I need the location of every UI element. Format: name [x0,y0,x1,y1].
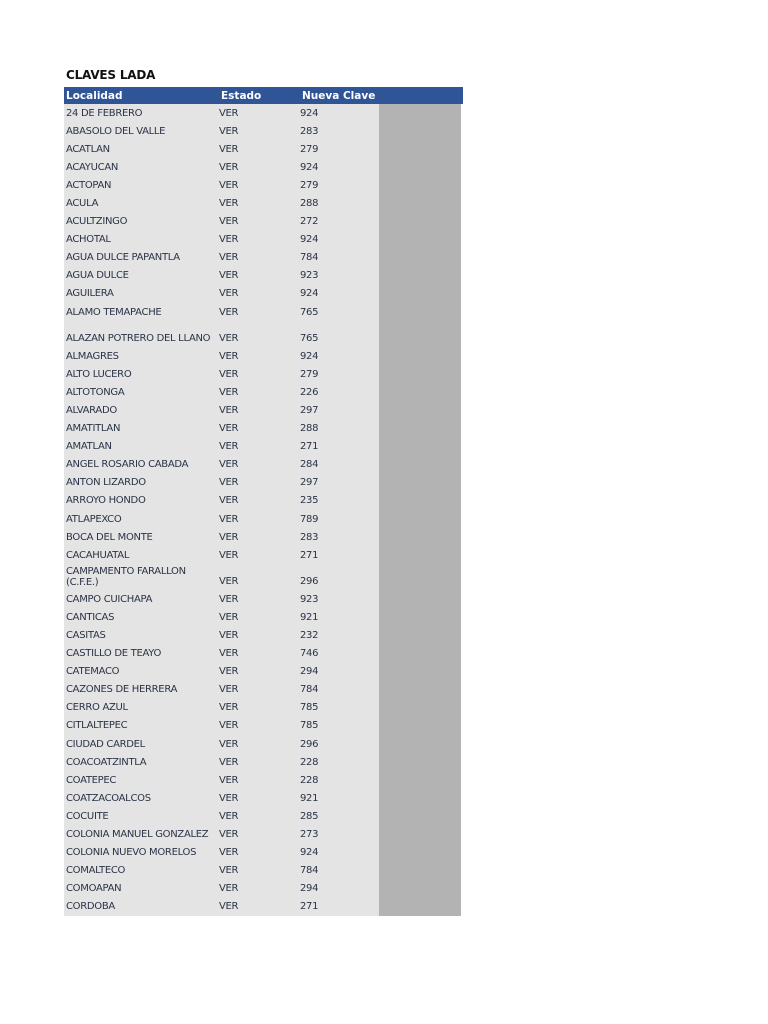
cell-nueva-clave: 279 [300,365,379,383]
cell-localidad: AMATITLAN [64,420,219,438]
cell-nueva-clave: 923 [300,590,379,608]
cell-estado: VER [219,528,300,546]
table-row [64,492,463,510]
empty-gray-cell [379,194,461,212]
cell-estado: VER [219,321,300,347]
table-row [64,194,463,212]
table-row [64,104,463,122]
table-row [64,699,463,717]
empty-gray-cell [379,140,461,158]
cell-estado: VER [219,626,300,644]
cell-nueva-clave: 285 [300,807,379,825]
table-row [64,510,463,528]
table-row [64,528,463,546]
cell-estado: VER [219,753,300,771]
empty-gray-cell [379,546,461,564]
cell-estado: VER [219,285,300,303]
cell-localidad: COACOATZINTLA [64,753,219,771]
cell-estado: VER [219,844,300,862]
cell-estado: VER [219,249,300,267]
cell-localidad: CIUDAD CARDEL [64,735,219,753]
empty-gray-cell [379,663,461,681]
cell-nueva-clave: 785 [300,717,379,735]
cell-estado: VER [219,825,300,843]
table-row [64,771,463,789]
empty-gray-cell [379,681,461,699]
cell-localidad: CAMPAMENTO FARALLON (C.F.E.) [64,564,219,590]
cell-nueva-clave: 924 [300,104,379,122]
table-row [64,267,463,285]
cell-nueva-clave: 784 [300,862,379,880]
cell-estado: VER [219,807,300,825]
empty-gray-cell [379,456,461,474]
table-row [64,753,463,771]
cell-localidad: CAMPO CUICHAPA [64,590,219,608]
cell-nueva-clave: 924 [300,844,379,862]
cell-nueva-clave: 294 [300,880,379,898]
table-row [64,807,463,825]
table-row [64,321,463,347]
cell-estado: VER [219,510,300,528]
cell-estado: VER [219,564,300,590]
cell-nueva-clave: 284 [300,456,379,474]
cell-nueva-clave: 271 [300,546,379,564]
cell-localidad: AGUA DULCE [64,267,219,285]
cell-nueva-clave: 924 [300,231,379,249]
table-row [64,456,463,474]
empty-gray-cell [379,626,461,644]
cell-nueva-clave: 228 [300,771,379,789]
cell-nueva-clave: 294 [300,663,379,681]
cell-nueva-clave: 784 [300,249,379,267]
cell-nueva-clave: 924 [300,158,379,176]
cell-nueva-clave: 765 [300,321,379,347]
cell-localidad: CACAHUATAL [64,546,219,564]
empty-gray-cell [379,249,461,267]
cell-localidad: ALAMO TEMAPACHE [64,303,219,321]
cell-estado: VER [219,158,300,176]
table-body [64,104,463,916]
cell-localidad: ALTOTONGA [64,383,219,401]
cell-nueva-clave: 765 [300,303,379,321]
table-row [64,645,463,663]
empty-gray-cell [379,590,461,608]
cell-localidad: ATLAPEXCO [64,510,219,528]
empty-gray-cell [379,510,461,528]
empty-gray-cell [379,717,461,735]
cell-localidad: ACTOPAN [64,176,219,194]
cell-localidad: AMATLAN [64,438,219,456]
cell-localidad: COCUITE [64,807,219,825]
table-row [64,681,463,699]
empty-gray-cell [379,528,461,546]
cell-localidad: CAZONES DE HERRERA [64,681,219,699]
table-row [64,438,463,456]
cell-localidad: AGUA DULCE PAPANTLA [64,249,219,267]
cell-nueva-clave: 297 [300,401,379,419]
empty-gray-cell [379,753,461,771]
cell-localidad: CITLALTEPEC [64,717,219,735]
cell-localidad: ALAZAN POTRERO DEL LLANO [64,321,219,347]
table-row [64,122,463,140]
table-header [64,87,463,104]
cell-estado: VER [219,122,300,140]
cell-nueva-clave: 283 [300,528,379,546]
empty-gray-cell [379,158,461,176]
cell-nueva-clave: 924 [300,285,379,303]
cell-localidad: ACULA [64,194,219,212]
cell-estado: VER [219,365,300,383]
table-row [64,717,463,735]
cell-localidad: COATZACOALCOS [64,789,219,807]
cell-nueva-clave: 271 [300,898,379,916]
cell-nueva-clave: 789 [300,510,379,528]
cell-estado: VER [219,303,300,321]
table-row [64,213,463,231]
table-row [64,825,463,843]
empty-gray-cell [379,285,461,303]
cell-estado: VER [219,231,300,249]
lada-table [64,87,463,916]
cell-estado: VER [219,438,300,456]
cell-nueva-clave: 297 [300,474,379,492]
empty-gray-cell [379,213,461,231]
cell-nueva-clave: 283 [300,122,379,140]
empty-gray-cell [379,880,461,898]
table-row [64,365,463,383]
table-row [64,474,463,492]
empty-gray-cell [379,825,461,843]
table-row [64,862,463,880]
cell-nueva-clave: 296 [300,564,379,590]
cell-estado: VER [219,771,300,789]
cell-localidad: AGUILERA [64,285,219,303]
table-row [64,347,463,365]
empty-gray-cell [379,383,461,401]
cell-nueva-clave: 785 [300,699,379,717]
table-row [64,401,463,419]
cell-estado: VER [219,663,300,681]
table-row [64,626,463,644]
cell-estado: VER [219,401,300,419]
cell-nueva-clave: 226 [300,383,379,401]
cell-estado: VER [219,880,300,898]
cell-localidad: ALMAGRES [64,347,219,365]
empty-gray-cell [379,789,461,807]
empty-gray-cell [379,699,461,717]
empty-gray-cell [379,267,461,285]
table-row [64,663,463,681]
cell-estado: VER [219,474,300,492]
column-header-localidad: Localidad [66,89,123,102]
cell-estado: VER [219,681,300,699]
empty-gray-cell [379,420,461,438]
cell-nueva-clave: 921 [300,789,379,807]
cell-nueva-clave: 296 [300,735,379,753]
table-row [64,231,463,249]
cell-estado: VER [219,862,300,880]
empty-gray-cell [379,862,461,880]
cell-nueva-clave: 232 [300,626,379,644]
empty-gray-cell [379,807,461,825]
empty-gray-cell [379,645,461,663]
cell-localidad: ACULTZINGO [64,213,219,231]
empty-gray-cell [379,438,461,456]
cell-estado: VER [219,176,300,194]
cell-nueva-clave: 746 [300,645,379,663]
table-row [64,140,463,158]
table-row [64,898,463,916]
cell-nueva-clave: 784 [300,681,379,699]
cell-estado: VER [219,590,300,608]
cell-estado: VER [219,383,300,401]
cell-nueva-clave: 288 [300,194,379,212]
cell-localidad: ACATLAN [64,140,219,158]
empty-gray-cell [379,898,461,916]
table-row [64,735,463,753]
cell-estado: VER [219,194,300,212]
cell-estado: VER [219,699,300,717]
cell-nueva-clave: 288 [300,420,379,438]
empty-gray-cell [379,474,461,492]
sheet-title: CLAVES LADA [66,68,156,82]
table-row [64,880,463,898]
table-row [64,590,463,608]
empty-gray-cell [379,321,461,347]
table-row [64,303,463,321]
cell-nueva-clave: 235 [300,492,379,510]
cell-estado: VER [219,420,300,438]
cell-estado: VER [219,645,300,663]
cell-localidad: CATEMACO [64,663,219,681]
cell-estado: VER [219,898,300,916]
cell-localidad: CASITAS [64,626,219,644]
cell-estado: VER [219,608,300,626]
cell-estado: VER [219,104,300,122]
table-row [64,789,463,807]
empty-gray-cell [379,771,461,789]
cell-estado: VER [219,347,300,365]
cell-localidad: ACAYUCAN [64,158,219,176]
cell-localidad: CORDOBA [64,898,219,916]
empty-gray-cell [379,303,461,321]
cell-estado: VER [219,456,300,474]
cell-nueva-clave: 273 [300,825,379,843]
cell-estado: VER [219,267,300,285]
empty-gray-cell [379,564,461,590]
table-row [64,249,463,267]
table-row [64,285,463,303]
cell-localidad: COLONIA NUEVO MORELOS [64,844,219,862]
empty-gray-cell [379,231,461,249]
cell-localidad: ARROYO HONDO [64,492,219,510]
cell-nueva-clave: 228 [300,753,379,771]
cell-localidad: ALTO LUCERO [64,365,219,383]
cell-nueva-clave: 923 [300,267,379,285]
table-row [64,158,463,176]
empty-gray-cell [379,122,461,140]
cell-nueva-clave: 271 [300,438,379,456]
cell-localidad: CERRO AZUL [64,699,219,717]
cell-estado: VER [219,789,300,807]
cell-localidad: 24 DE FEBRERO [64,104,219,122]
cell-localidad: COMALTECO [64,862,219,880]
cell-nueva-clave: 924 [300,347,379,365]
column-header-nueva-clave: Nueva Clave [302,89,376,102]
cell-localidad: ABASOLO DEL VALLE [64,122,219,140]
empty-gray-cell [379,365,461,383]
empty-gray-cell [379,176,461,194]
cell-localidad: CANTICAS [64,608,219,626]
cell-nueva-clave: 279 [300,176,379,194]
table-row [64,844,463,862]
table-row [64,176,463,194]
cell-localidad: COATEPEC [64,771,219,789]
cell-estado: VER [219,546,300,564]
empty-gray-cell [379,401,461,419]
cell-localidad: ANGEL ROSARIO CABADA [64,456,219,474]
cell-estado: VER [219,140,300,158]
cell-estado: VER [219,213,300,231]
cell-localidad: ALVARADO [64,401,219,419]
empty-gray-cell [379,104,461,122]
cell-estado: VER [219,717,300,735]
cell-localidad: BOCA DEL MONTE [64,528,219,546]
empty-gray-cell [379,844,461,862]
cell-localidad: COLONIA MANUEL GONZALEZ [64,825,219,843]
empty-gray-cell [379,492,461,510]
table-row [64,608,463,626]
cell-nueva-clave: 272 [300,213,379,231]
table-row [64,546,463,564]
empty-gray-cell [379,735,461,753]
cell-localidad: ACHOTAL [64,231,219,249]
table-row [64,383,463,401]
cell-localidad: COMOAPAN [64,880,219,898]
cell-nueva-clave: 921 [300,608,379,626]
empty-gray-cell [379,347,461,365]
cell-localidad: CASTILLO DE TEAYO [64,645,219,663]
column-header-estado: Estado [221,89,262,102]
table-row [64,420,463,438]
cell-estado: VER [219,735,300,753]
table-row [64,564,463,590]
cell-estado: VER [219,492,300,510]
cell-localidad: ANTON LIZARDO [64,474,219,492]
cell-nueva-clave: 279 [300,140,379,158]
empty-gray-cell [379,608,461,626]
